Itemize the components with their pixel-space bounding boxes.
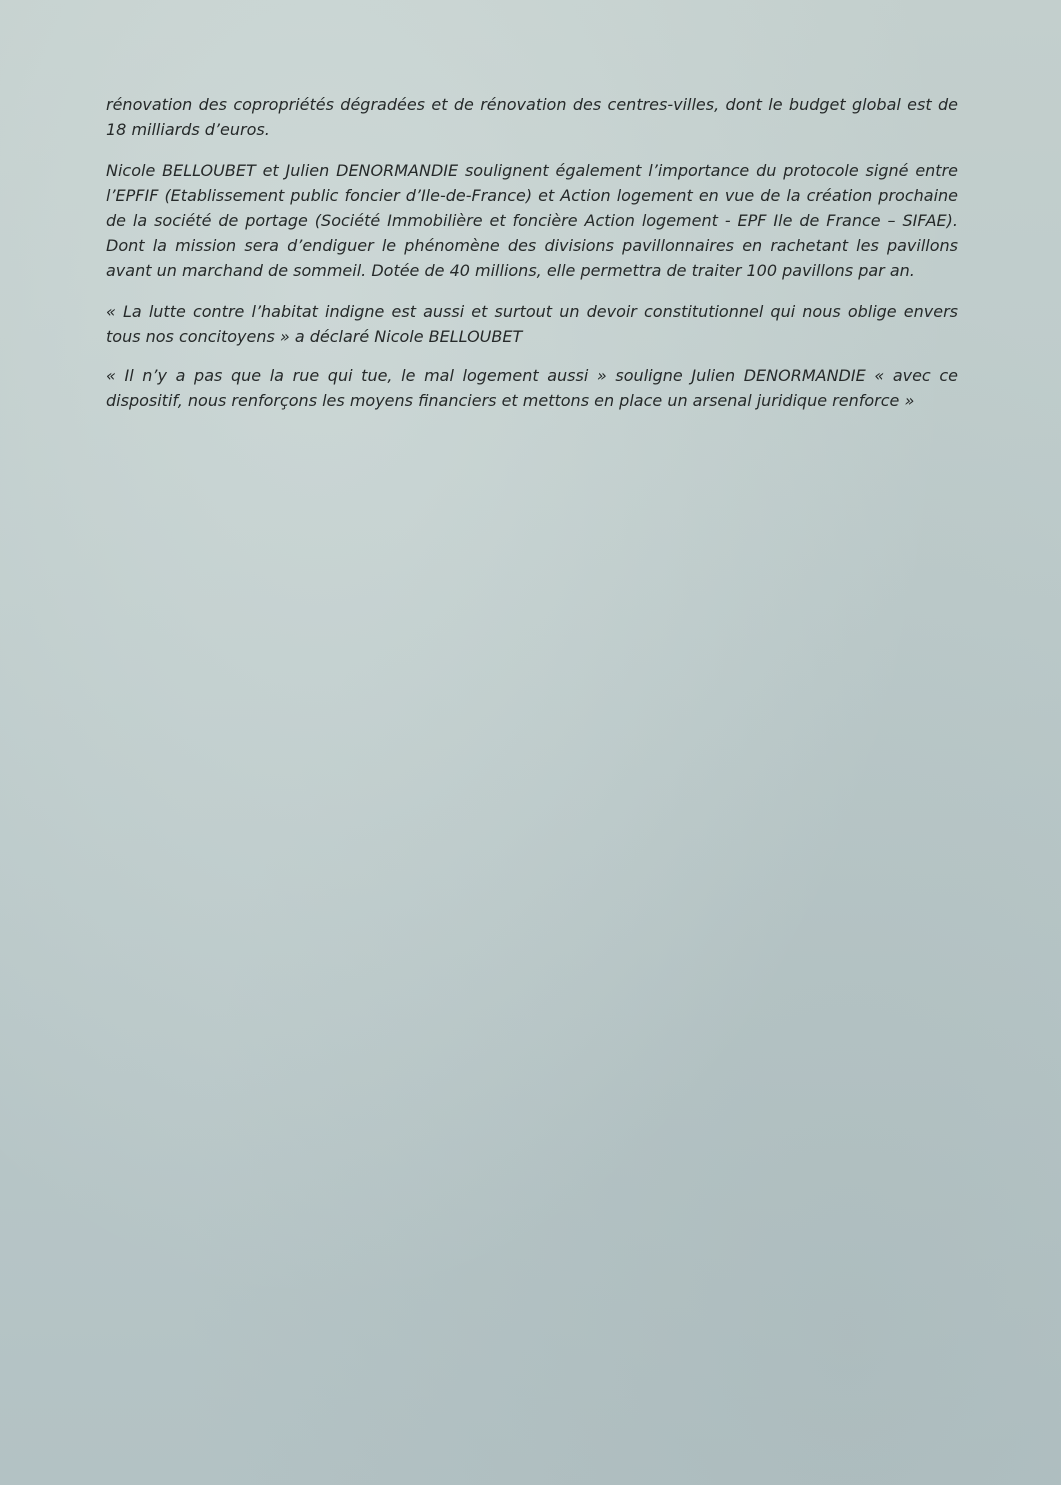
quote-denormandie: « Il n’y a pas que la rue qui tue, le mal logement aussi » souligne Julien DENORMANDIE « avec ce dispositif, nous renforçons les moyens financiers et mettons en place un arsenal juridique renforce » <box>106 366 958 410</box>
paragraph-budget-continuation: rénovation des copropriétés dégradées et de rénovation des centres-villes, dont le budget global est de 18 milliards d’euros. <box>106 95 958 139</box>
document-body <box>106 92 958 429</box>
paragraph-epfif-protocol: Nicole BELLOUBET et Julien DENORMANDIE soulignent également l’importance du protocole signé entre l’EPFIF (Etablissement public foncier d’Ile-de-France) et Action logement en vue de la création prochaine de la société de portage (Société Immobilière et foncière Action logement - EPF Ile de France – SIFAE). Dont la mission sera d’endiguer le phénomène des divisions pavillonnaires en rachetant les pavillons avant un marchand de sommeil. Dotée de 40 millions, elle permettra de traiter 100 pavillons par an. <box>106 161 958 280</box>
quote-belloubet: « La lutte contre l’habitat indigne est aussi et surtout un devoir constitutionnel qui nous oblige envers tous nos concitoyens » a déclaré Nicole BELLOUBET <box>106 302 958 346</box>
